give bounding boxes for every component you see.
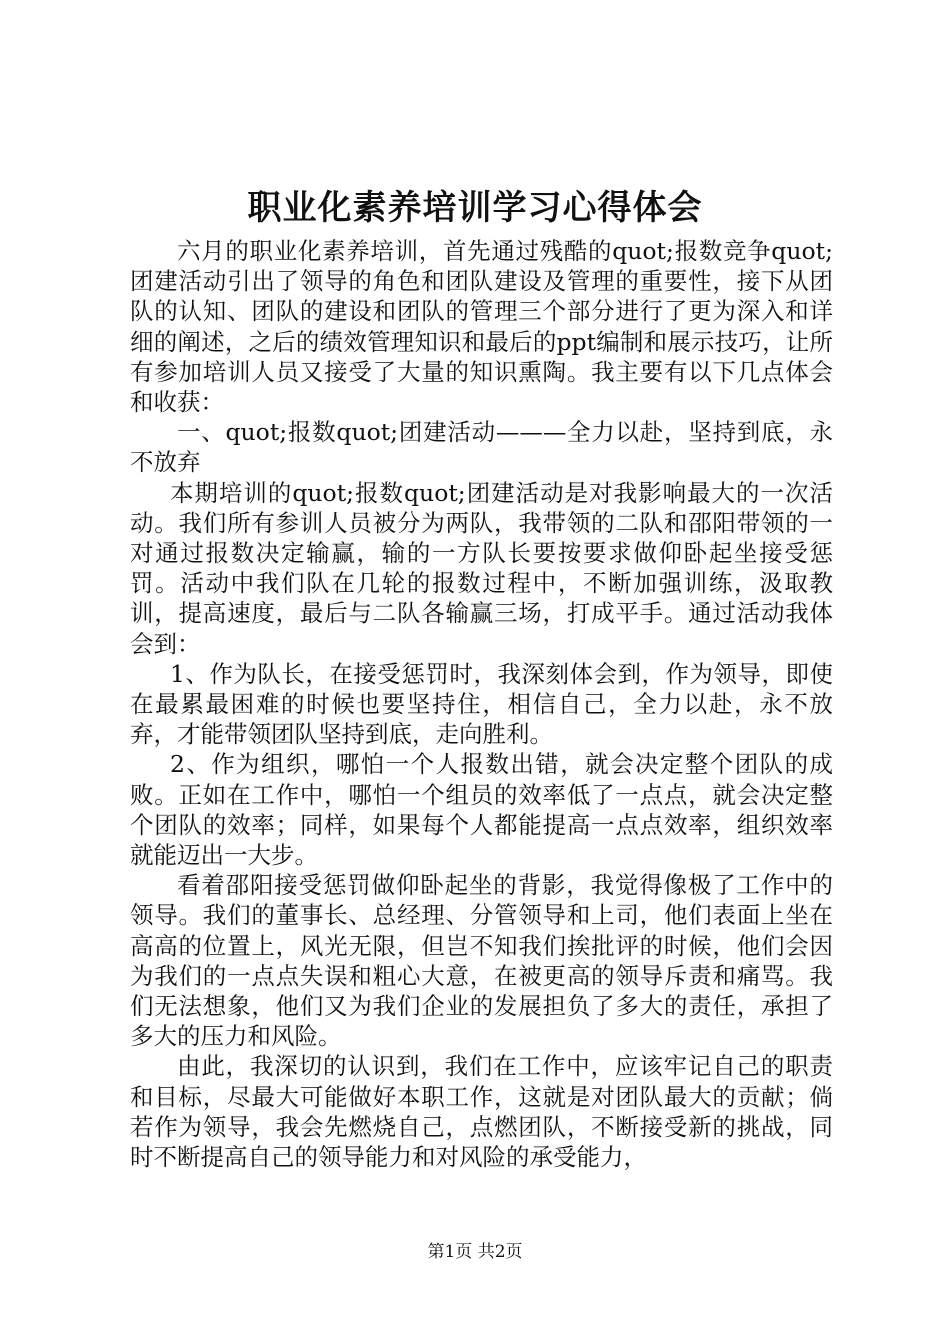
- paragraph-intro: 六月的职业化素养培训，首先通过残酷的quot;报数竞争quot;团建活动引出了领导的角色和团队建设及管理的重要性，接下从团队的认知、团队的建设和团队的管理三个部分进行了更为深入和详细的阐述，之后的绩效管理知识和最后的ppt编制和展示技巧，让所有参加培训人员又接受了大量的知识熏陶。我主要有以下几点体会和收获：: [130, 237, 833, 417]
- paragraph-leadership: 看着邵阳接受惩罚做仰卧起坐的背影，我觉得像极了工作中的领导。我们的董事长、总经理、分管领导和上司，他们表面上坐在高高的位置上，风光无限，但岂不知我们挨批评的时候，他们会因为我们的一点点失误和粗心大意，在被更高的领导斥责和痛骂。我们无法想象，他们又为我们企业的发展担负了多大的责任，承担了多大的压力和风险。: [130, 871, 833, 1051]
- paragraph-section-heading: 一、quot;报数quot;团建活动———全力以赴，坚持到底，永不放弃: [130, 418, 833, 477]
- page-footer: 第1页 共2页: [427, 1242, 523, 1262]
- paragraph-point-1: 1、作为队长，在接受惩罚时，我深刻体会到，作为领导，即使在最累最困难的时候也要坚持住，相信自己，全力以赴，永不放弃，才能带领团队坚持到底，走向胜利。: [130, 659, 833, 749]
- paragraph-point-2: 2、作为组织，哪怕一个人报数出错，就会决定整个团队的成败。正如在工作中，哪怕一个组员的效率低了一点点，就会决定整个团队的效率；同样，如果每个人都能提高一点点效率，组织效率就能迈出一大步。: [130, 750, 833, 870]
- document-title: 职业化素养培训学习心得体会: [247, 188, 703, 228]
- document-body: [130, 236, 833, 1172]
- paragraph-conclusion: 由此，我深切的认识到，我们在工作中，应该牢记自己的职责和目标，尽最大可能做好本职工作，这就是对团队最大的贡献；倘若作为领导，我会先燃烧自己，点燃团队，不断接受新的挑战，同时不断提高自己的领导能力和对风险的承受能力，: [130, 1052, 833, 1172]
- paragraph-activity: 本期培训的quot;报数quot;团建活动是对我影响最大的一次活动。我们所有参训人员被分为两队，我带领的二队和邵阳带领的一对通过报数决定输赢，输的一方队长要按要求做仰卧起坐接受惩罚。活动中我们队在几轮的报数过程中，不断加强训练，汲取教训，提高速度，最后与二队各输赢三场，打成平手。通过活动我体会到：: [130, 478, 833, 658]
